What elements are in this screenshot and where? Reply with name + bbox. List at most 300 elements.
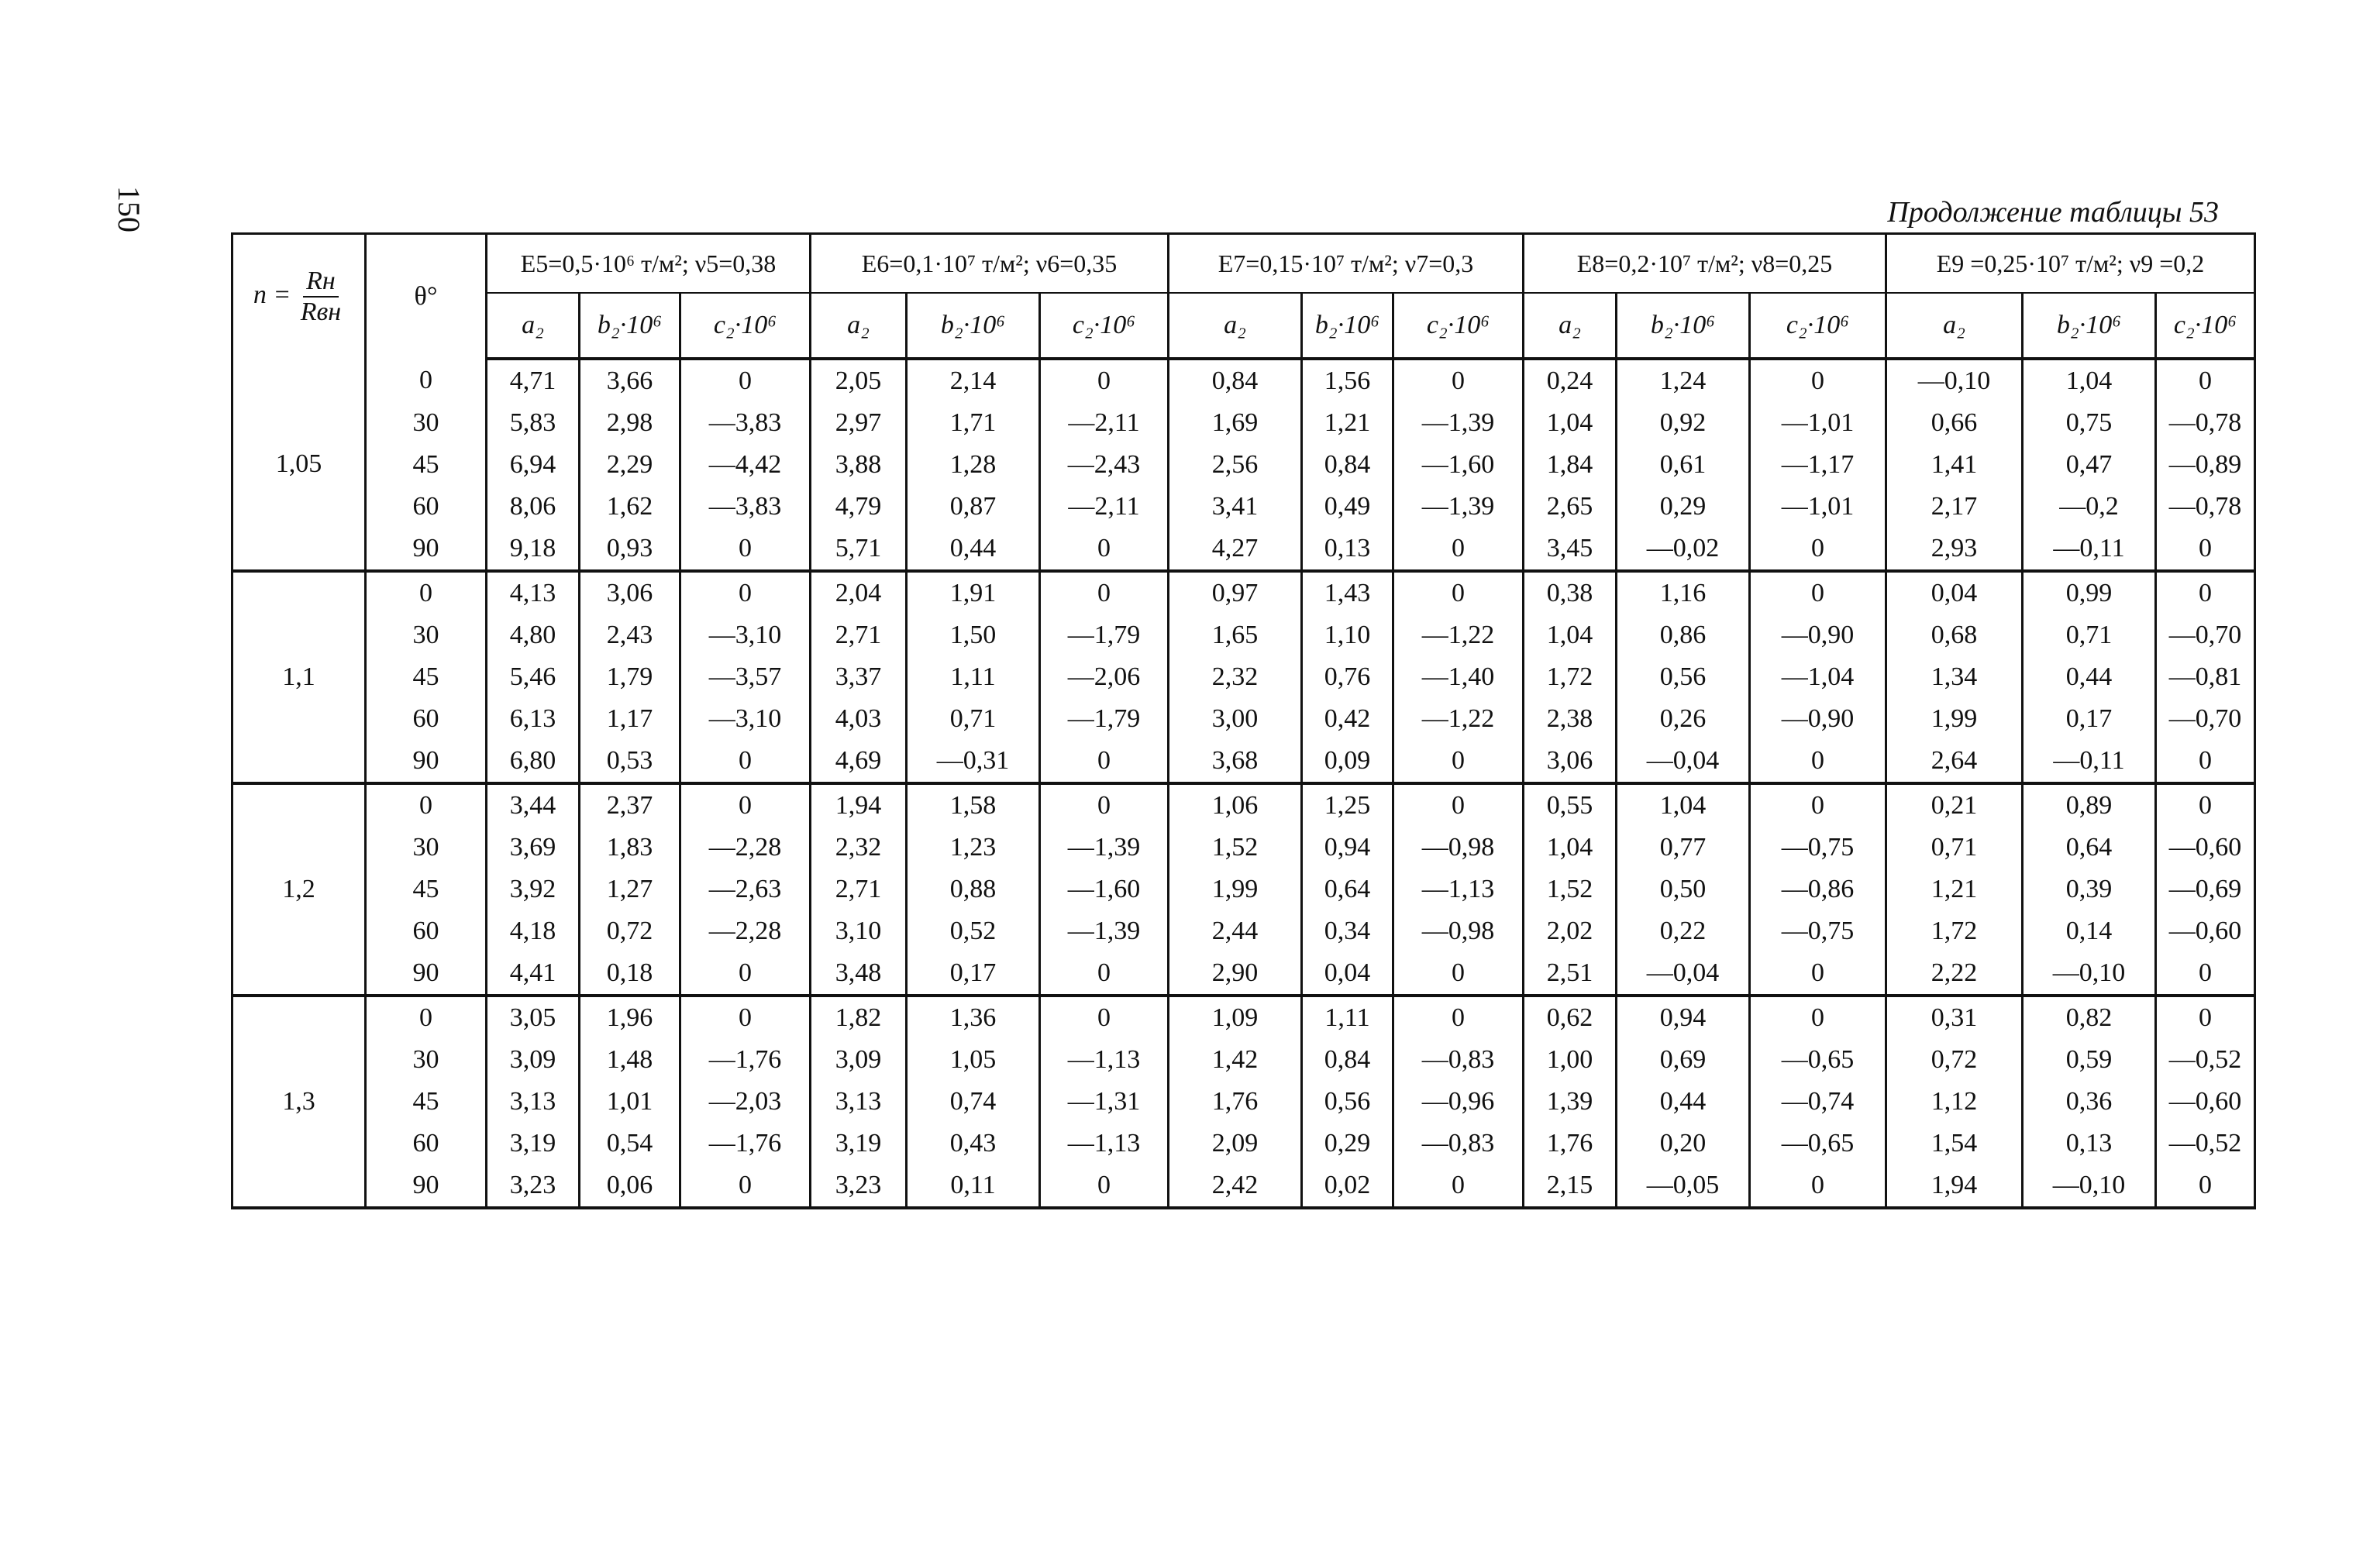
value-cell: 6,94 <box>487 444 580 486</box>
value-cell: 0 <box>1393 359 1524 402</box>
value-cell: 0 <box>1040 996 1169 1039</box>
value-cell: 0,55 <box>1524 783 1617 827</box>
value-cell: —0,60 <box>2156 1081 2255 1123</box>
value-cell: 0,42 <box>1302 698 1393 740</box>
value-cell: 0,94 <box>1302 827 1393 869</box>
value-cell: 2,17 <box>1886 486 2023 528</box>
value-cell: 0,02 <box>1302 1165 1393 1208</box>
value-cell: —0,89 <box>2156 444 2255 486</box>
column-header-b2: b₂·10⁶ <box>1302 293 1393 359</box>
column-header-c2: c₂·10⁶ <box>1393 293 1524 359</box>
value-cell: 0 <box>1750 740 1886 783</box>
value-cell: 0,75 <box>2023 402 2156 444</box>
value-cell: 4,80 <box>487 614 580 656</box>
value-cell: 1,01 <box>580 1081 680 1123</box>
value-cell: 1,42 <box>1169 1039 1302 1081</box>
value-cell: 1,76 <box>1524 1123 1617 1165</box>
value-cell: 1,05 <box>907 1039 1040 1081</box>
theta-cell: 45 <box>366 656 487 698</box>
value-cell: 0,24 <box>1524 359 1617 402</box>
value-cell: 6,80 <box>487 740 580 783</box>
value-cell: —0,52 <box>2156 1039 2255 1081</box>
value-cell: 1,62 <box>580 486 680 528</box>
value-cell: 0,21 <box>1886 783 2023 827</box>
value-cell: 1,17 <box>580 698 680 740</box>
value-cell: 1,94 <box>1886 1165 2023 1208</box>
value-cell: —0,52 <box>2156 1123 2255 1165</box>
value-cell: —2,28 <box>680 910 811 952</box>
n-ratio-cell: 1,1 <box>232 571 366 783</box>
value-cell: 0,72 <box>580 910 680 952</box>
value-cell: —0,65 <box>1750 1039 1886 1081</box>
value-cell: 0 <box>1750 528 1886 571</box>
value-cell: 8,06 <box>487 486 580 528</box>
table-row <box>232 656 2255 698</box>
value-cell: 0,04 <box>1302 952 1393 996</box>
n-ratio-cell: 1,3 <box>232 996 366 1208</box>
value-cell: 0,64 <box>2023 827 2156 869</box>
value-cell: 9,18 <box>487 528 580 571</box>
value-cell: 2,93 <box>1886 528 2023 571</box>
value-cell: —0,96 <box>1393 1081 1524 1123</box>
value-cell: 0,88 <box>907 869 1040 910</box>
value-cell: 3,00 <box>1169 698 1302 740</box>
value-cell: 0,74 <box>907 1081 1040 1123</box>
value-cell: 2,56 <box>1169 444 1302 486</box>
value-cell: 3,23 <box>811 1165 907 1208</box>
value-cell: 2,22 <box>1886 952 2023 996</box>
value-cell: —3,10 <box>680 698 811 740</box>
theta-cell: 45 <box>366 444 487 486</box>
value-cell: 4,69 <box>811 740 907 783</box>
value-cell: 0 <box>1393 952 1524 996</box>
theta-cell: 30 <box>366 1039 487 1081</box>
value-cell: 1,58 <box>907 783 1040 827</box>
value-cell: 0,31 <box>1886 996 2023 1039</box>
value-cell: 0,39 <box>2023 869 2156 910</box>
value-cell: —1,79 <box>1040 614 1169 656</box>
value-cell: 0,97 <box>1169 571 1302 614</box>
material-group-header-7: E7=0,15·10⁷ т/м²; ν7=0,3 <box>1169 234 1524 294</box>
value-cell: —1,39 <box>1040 910 1169 952</box>
value-cell: 2,32 <box>811 827 907 869</box>
value-cell: —0,04 <box>1617 952 1750 996</box>
material-group-header-9: E9 =0,25·10⁷ т/м²; ν9 =0,2 <box>1886 234 2255 294</box>
value-cell: —0,10 <box>2023 952 2156 996</box>
n-label: n = <box>253 280 291 309</box>
value-cell: 3,09 <box>811 1039 907 1081</box>
value-cell: 6,13 <box>487 698 580 740</box>
value-cell: 0,11 <box>907 1165 1040 1208</box>
value-cell: 2,15 <box>1524 1165 1617 1208</box>
value-cell: 0,82 <box>2023 996 2156 1039</box>
theta-cell: 60 <box>366 1123 487 1165</box>
column-header-b2: b₂·10⁶ <box>2023 293 2156 359</box>
value-cell: 0 <box>680 1165 811 1208</box>
value-cell: 2,38 <box>1524 698 1617 740</box>
theta-cell: 30 <box>366 402 487 444</box>
value-cell: —4,42 <box>680 444 811 486</box>
table-row <box>232 910 2255 952</box>
table-row <box>232 571 2255 614</box>
value-cell: 1,36 <box>907 996 1040 1039</box>
value-cell: —1,13 <box>1040 1123 1169 1165</box>
value-cell: 1,56 <box>1302 359 1393 402</box>
value-cell: 0,26 <box>1617 698 1750 740</box>
value-cell: 2,71 <box>811 869 907 910</box>
value-cell: 0 <box>2156 783 2255 827</box>
table-row <box>232 614 2255 656</box>
value-cell: 0 <box>1040 740 1169 783</box>
value-cell: 1,28 <box>907 444 1040 486</box>
value-cell: —0,69 <box>2156 869 2255 910</box>
value-cell: —0,10 <box>1886 359 2023 402</box>
theta-cell: 0 <box>366 783 487 827</box>
table-row <box>232 444 2255 486</box>
value-cell: 0 <box>1393 528 1524 571</box>
theta-cell: 30 <box>366 827 487 869</box>
table-row <box>232 698 2255 740</box>
theta-cell: 90 <box>366 740 487 783</box>
value-cell: 0,44 <box>2023 656 2156 698</box>
value-cell: —1,60 <box>1040 869 1169 910</box>
value-cell: 0 <box>680 996 811 1039</box>
value-cell: 0,77 <box>1617 827 1750 869</box>
value-cell: 0,59 <box>2023 1039 2156 1081</box>
theta-cell: 0 <box>366 571 487 614</box>
value-cell: 3,68 <box>1169 740 1302 783</box>
value-cell: —1,01 <box>1750 402 1886 444</box>
value-cell: —1,22 <box>1393 698 1524 740</box>
value-cell: 0,50 <box>1617 869 1750 910</box>
value-cell: 0 <box>2156 571 2255 614</box>
value-cell: 3,66 <box>580 359 680 402</box>
value-cell: —0,31 <box>907 740 1040 783</box>
value-cell: 0,53 <box>580 740 680 783</box>
value-cell: 1,48 <box>580 1039 680 1081</box>
value-cell: 0,76 <box>1302 656 1393 698</box>
value-cell: 2,65 <box>1524 486 1617 528</box>
value-cell: —0,60 <box>2156 910 2255 952</box>
table-row <box>232 1123 2255 1165</box>
value-cell: 1,04 <box>1524 827 1617 869</box>
table-row <box>232 827 2255 869</box>
value-cell: —1,60 <box>1393 444 1524 486</box>
value-cell: 3,19 <box>811 1123 907 1165</box>
value-cell: 1,34 <box>1886 656 2023 698</box>
value-cell: 1,21 <box>1886 869 2023 910</box>
theta-cell: 60 <box>366 698 487 740</box>
column-header-b2: b₂·10⁶ <box>907 293 1040 359</box>
value-cell: 4,27 <box>1169 528 1302 571</box>
value-cell: 0,99 <box>2023 571 2156 614</box>
table-row <box>232 952 2255 996</box>
value-cell: 1,04 <box>1617 783 1750 827</box>
value-cell: 5,83 <box>487 402 580 444</box>
value-cell: 1,54 <box>1886 1123 2023 1165</box>
value-cell: —0,75 <box>1750 827 1886 869</box>
value-cell: 0,56 <box>1302 1081 1393 1123</box>
column-header-c2: c₂·10⁶ <box>1750 293 1886 359</box>
value-cell: 1,12 <box>1886 1081 2023 1123</box>
value-cell: 0 <box>680 359 811 402</box>
value-cell: 0,22 <box>1617 910 1750 952</box>
value-cell: 1,43 <box>1302 571 1393 614</box>
value-cell: 3,06 <box>1524 740 1617 783</box>
material-group-header-8: E8=0,2·10⁷ т/м²; ν8=0,25 <box>1524 234 1886 294</box>
value-cell: 1,52 <box>1524 869 1617 910</box>
value-cell: —1,22 <box>1393 614 1524 656</box>
n-ratio-header <box>232 234 366 360</box>
theta-cell: 60 <box>366 486 487 528</box>
value-cell: 1,10 <box>1302 614 1393 656</box>
value-cell: 2,64 <box>1886 740 2023 783</box>
value-cell: 1,27 <box>580 869 680 910</box>
value-cell: —2,06 <box>1040 656 1169 698</box>
table-row <box>232 869 2255 910</box>
column-header-a2: a₂ <box>1169 293 1302 359</box>
theta-cell: 60 <box>366 910 487 952</box>
value-cell: 4,41 <box>487 952 580 996</box>
theta-cell: 0 <box>366 359 487 402</box>
value-cell: 2,90 <box>1169 952 1302 996</box>
value-cell: 0,43 <box>907 1123 1040 1165</box>
value-cell: 1,24 <box>1617 359 1750 402</box>
value-cell: 3,13 <box>487 1081 580 1123</box>
value-cell: 0,38 <box>1524 571 1617 614</box>
value-cell: 1,76 <box>1169 1081 1302 1123</box>
table-row <box>232 1165 2255 1208</box>
value-cell: 0,52 <box>907 910 1040 952</box>
value-cell: —0,83 <box>1393 1123 1524 1165</box>
value-cell: —0,02 <box>1617 528 1750 571</box>
value-cell: 2,37 <box>580 783 680 827</box>
value-cell: —0,98 <box>1393 910 1524 952</box>
value-cell: —1,01 <box>1750 486 1886 528</box>
material-group-header-6: E6=0,1·10⁷ т/м²; ν6=0,35 <box>811 234 1169 294</box>
theta-cell: 0 <box>366 996 487 1039</box>
value-cell: 3,92 <box>487 869 580 910</box>
n-fraction <box>298 267 344 327</box>
value-cell: 3,13 <box>811 1081 907 1123</box>
value-cell: 1,11 <box>907 656 1040 698</box>
value-cell: 0,62 <box>1524 996 1617 1039</box>
value-cell: 5,46 <box>487 656 580 698</box>
value-cell: —3,83 <box>680 486 811 528</box>
value-cell: 0,44 <box>907 528 1040 571</box>
value-cell: 0 <box>1750 996 1886 1039</box>
value-cell: —0,10 <box>2023 1165 2156 1208</box>
table-row <box>232 528 2255 571</box>
value-cell: —3,57 <box>680 656 811 698</box>
column-header-a2: a₂ <box>487 293 580 359</box>
value-cell: 0,86 <box>1617 614 1750 656</box>
table-row <box>232 486 2255 528</box>
value-cell: —0,83 <box>1393 1039 1524 1081</box>
column-header-b2: b₂·10⁶ <box>1617 293 1750 359</box>
value-cell: 2,14 <box>907 359 1040 402</box>
theta-cell: 45 <box>366 1081 487 1123</box>
value-cell: 0,44 <box>1617 1081 1750 1123</box>
table-row <box>232 1081 2255 1123</box>
value-cell: 0,17 <box>2023 698 2156 740</box>
value-cell: 1,16 <box>1617 571 1750 614</box>
table-row <box>232 402 2255 444</box>
value-cell: —2,28 <box>680 827 811 869</box>
value-cell: 1,39 <box>1524 1081 1617 1123</box>
value-cell: —0,78 <box>2156 486 2255 528</box>
value-cell: —0,70 <box>2156 698 2255 740</box>
value-cell: 2,29 <box>580 444 680 486</box>
value-cell: 1,04 <box>1524 402 1617 444</box>
value-cell: 1,23 <box>907 827 1040 869</box>
value-cell: 0,84 <box>1302 1039 1393 1081</box>
value-cell: —1,76 <box>680 1123 811 1165</box>
value-cell: —1,39 <box>1393 486 1524 528</box>
value-cell: 1,82 <box>811 996 907 1039</box>
n-numerator: Rн <box>303 267 339 298</box>
value-cell: 0,61 <box>1617 444 1750 486</box>
theta-header: θ° <box>366 234 487 360</box>
value-cell: 1,72 <box>1886 910 2023 952</box>
value-cell: 2,71 <box>811 614 907 656</box>
value-cell: —0,05 <box>1617 1165 1750 1208</box>
value-cell: 0,69 <box>1617 1039 1750 1081</box>
value-cell: —2,03 <box>680 1081 811 1123</box>
value-cell: 2,02 <box>1524 910 1617 952</box>
value-cell: —1,39 <box>1393 402 1524 444</box>
table-row <box>232 359 2255 402</box>
value-cell: 3,09 <box>487 1039 580 1081</box>
value-cell: 0,29 <box>1302 1123 1393 1165</box>
value-cell: 1,06 <box>1169 783 1302 827</box>
value-cell: 0,47 <box>2023 444 2156 486</box>
value-cell: 1,21 <box>1302 402 1393 444</box>
value-cell: 2,32 <box>1169 656 1302 698</box>
value-cell: —0,74 <box>1750 1081 1886 1123</box>
value-cell: —2,11 <box>1040 486 1169 528</box>
value-cell: 0 <box>2156 359 2255 402</box>
value-cell: 4,79 <box>811 486 907 528</box>
value-cell: —3,10 <box>680 614 811 656</box>
value-cell: 3,41 <box>1169 486 1302 528</box>
value-cell: 1,25 <box>1302 783 1393 827</box>
value-cell: 0 <box>1040 952 1169 996</box>
value-cell: 0 <box>1040 1165 1169 1208</box>
theta-cell: 90 <box>366 1165 487 1208</box>
column-header-c2: c₂·10⁶ <box>680 293 811 359</box>
value-cell: 0,56 <box>1617 656 1750 698</box>
value-cell: 3,10 <box>811 910 907 952</box>
theta-cell: 90 <box>366 952 487 996</box>
value-cell: —3,83 <box>680 402 811 444</box>
value-cell: 0,68 <box>1886 614 2023 656</box>
value-cell: 4,13 <box>487 571 580 614</box>
value-cell: 1,52 <box>1169 827 1302 869</box>
value-cell: 0 <box>1040 359 1169 402</box>
value-cell: 0 <box>680 783 811 827</box>
theta-cell: 45 <box>366 869 487 910</box>
page-number: 150 <box>112 186 146 232</box>
value-cell: —1,17 <box>1750 444 1886 486</box>
value-cell: 4,03 <box>811 698 907 740</box>
value-cell: 3,37 <box>811 656 907 698</box>
value-cell: —1,13 <box>1393 869 1524 910</box>
value-cell: —1,13 <box>1040 1039 1169 1081</box>
value-cell: 0,13 <box>1302 528 1393 571</box>
value-cell: 3,06 <box>580 571 680 614</box>
value-cell: 0 <box>1393 783 1524 827</box>
value-cell: —1,04 <box>1750 656 1886 698</box>
value-cell: 1,72 <box>1524 656 1617 698</box>
value-cell: 0,13 <box>2023 1123 2156 1165</box>
value-cell: 0,20 <box>1617 1123 1750 1165</box>
value-cell: —2,11 <box>1040 402 1169 444</box>
value-cell: 1,71 <box>907 402 1040 444</box>
value-cell: 2,05 <box>811 359 907 402</box>
table-row <box>232 740 2255 783</box>
value-cell: —0,98 <box>1393 827 1524 869</box>
value-cell: 0,49 <box>1302 486 1393 528</box>
value-cell: 0 <box>1393 1165 1524 1208</box>
value-cell: —1,76 <box>680 1039 811 1081</box>
value-cell: 1,50 <box>907 614 1040 656</box>
value-cell: —2,43 <box>1040 444 1169 486</box>
table-body <box>232 359 2255 1208</box>
n-ratio-cell: 1,05 <box>232 359 366 571</box>
value-cell: 0 <box>1040 571 1169 614</box>
value-cell: 3,48 <box>811 952 907 996</box>
value-cell: 0 <box>2156 952 2255 996</box>
value-cell: 1,84 <box>1524 444 1617 486</box>
value-cell: 1,83 <box>580 827 680 869</box>
value-cell: 0 <box>2156 1165 2255 1208</box>
value-cell: 0 <box>2156 528 2255 571</box>
value-cell: 0 <box>2156 996 2255 1039</box>
value-cell: —0,11 <box>2023 528 2156 571</box>
table-row <box>232 996 2255 1039</box>
value-cell: 1,79 <box>580 656 680 698</box>
value-cell: 0,14 <box>2023 910 2156 952</box>
value-cell: 1,94 <box>811 783 907 827</box>
value-cell: 5,71 <box>811 528 907 571</box>
value-cell: —0,86 <box>1750 869 1886 910</box>
value-cell: 0 <box>2156 740 2255 783</box>
value-cell: —0,78 <box>2156 402 2255 444</box>
n-ratio-cell: 1,2 <box>232 783 366 996</box>
value-cell: —1,79 <box>1040 698 1169 740</box>
value-cell: 0,72 <box>1886 1039 2023 1081</box>
value-cell: 0,18 <box>580 952 680 996</box>
value-cell: 1,41 <box>1886 444 2023 486</box>
theta-cell: 30 <box>366 614 487 656</box>
value-cell: 0 <box>1393 740 1524 783</box>
value-cell: 3,88 <box>811 444 907 486</box>
value-cell: 3,05 <box>487 996 580 1039</box>
value-cell: 1,04 <box>2023 359 2156 402</box>
value-cell: 0 <box>1750 359 1886 402</box>
value-cell: 0,34 <box>1302 910 1393 952</box>
value-cell: 0 <box>1750 1165 1886 1208</box>
value-cell: 2,04 <box>811 571 907 614</box>
value-cell: 0,84 <box>1302 444 1393 486</box>
value-cell: 1,69 <box>1169 402 1302 444</box>
value-cell: 1,11 <box>1302 996 1393 1039</box>
table-row <box>232 783 2255 827</box>
value-cell: 0 <box>1393 571 1524 614</box>
value-cell: —0,81 <box>2156 656 2255 698</box>
value-cell: 0 <box>680 740 811 783</box>
